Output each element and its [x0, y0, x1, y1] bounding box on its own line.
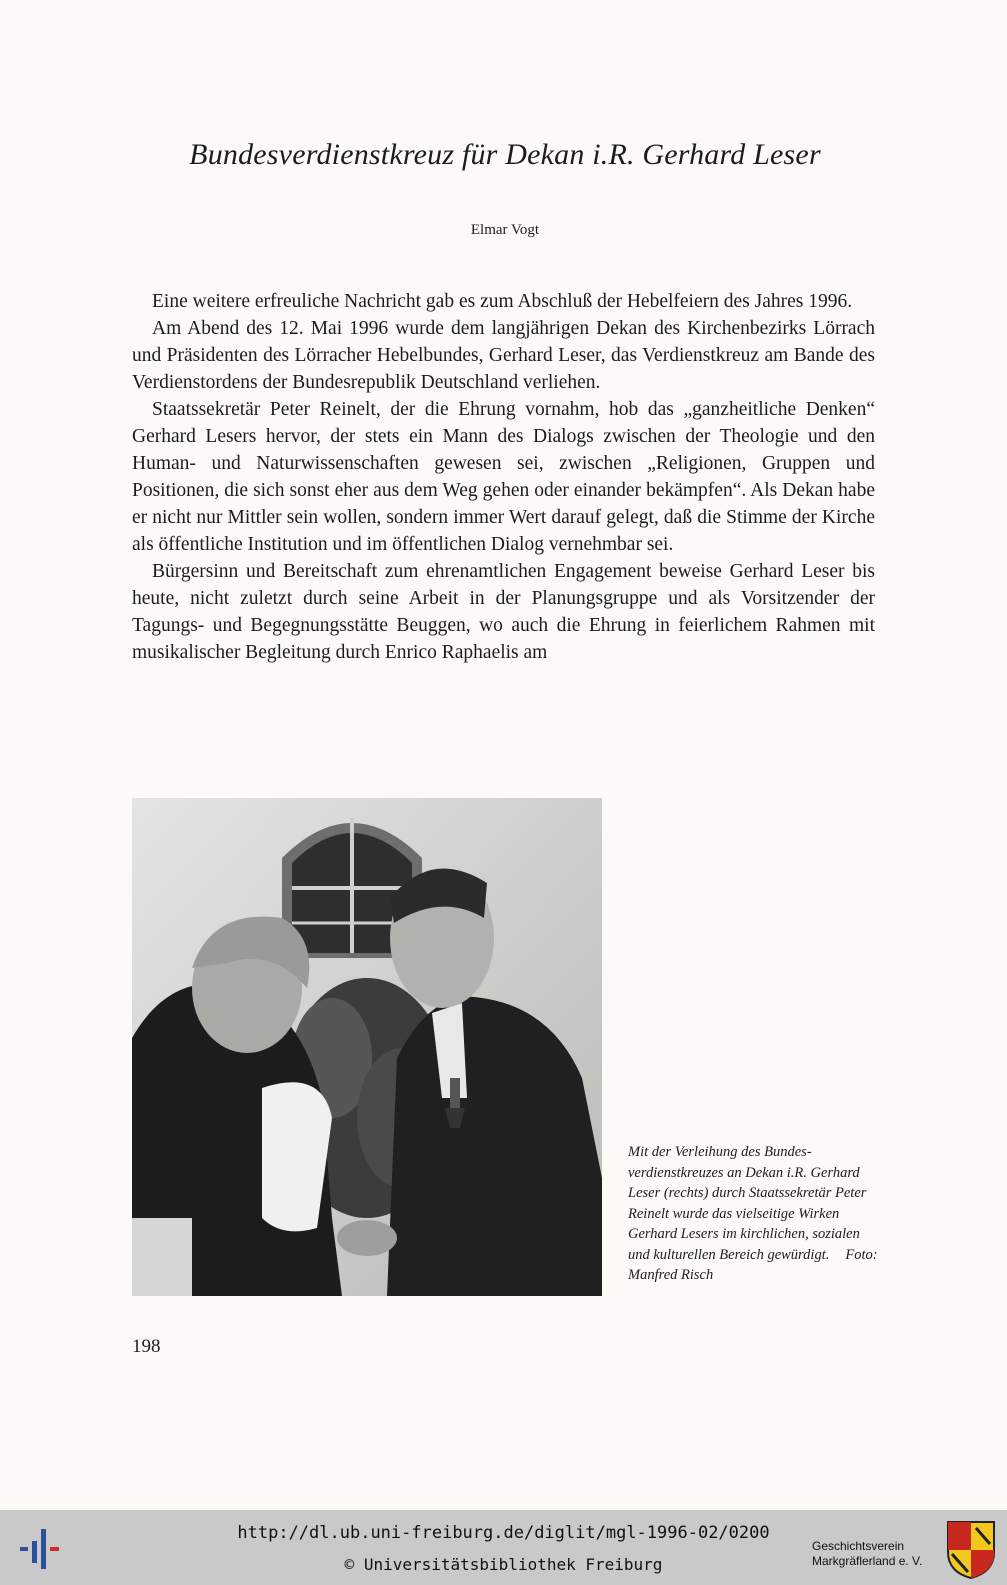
- society-crest-icon: [946, 1520, 996, 1585]
- article-body: [132, 288, 875, 666]
- photo-credit: Foto: Manfred Risch: [628, 1246, 878, 1283]
- society-name-line1: Geschichtsverein: [812, 1539, 905, 1553]
- document-url-link[interactable]: http://dl.ub.uni-freiburg.de/diglit/mgl-1996-02/0200: [237, 1523, 770, 1543]
- society-name: [812, 1539, 942, 1569]
- society-name-line2: Markgräflerland e. V.: [812, 1554, 923, 1568]
- paragraph-4: Bürgersinn und Bereitschaft zum ehrenamtlichen Engagement beweise Gerhard Leser bis heute, nicht zuletzt durch seine Arbeit in der Planungsgruppe und als Vorsitzender der Tagungs- und Begegnungsstätte Beuggen, wo auch die Ehrung in feierlichem Rahmen mit musikalischer Begleitung durch Enrico Raphaelis am: [132, 561, 875, 663]
- paragraph-2: Am Abend des 12. Mai 1996 wurde dem langjährigen Dekan des Kirchenbezirks Lörrach und Präsidenten des Lörracher Hebelbundes, Gerhard Leser, das Verdienstkreuz am Bande des Verdienstordens der Bundesrepublik Deutschland verliehen.: [132, 318, 875, 393]
- ceremony-photo: [132, 798, 602, 1296]
- photo-caption: [628, 1142, 878, 1286]
- article-title: Bundesverdienstkreuz für Dekan i.R. Gerhard Leser: [189, 138, 821, 171]
- paragraph-3: Staatssekretär Peter Reinelt, der die Ehrung vornahm, hob das „ganzheitliche Denken“ Gerhard Lesers hervor, der stets ein Mann des Dialogs zwischen der Theologie und den Human- und Naturwissenschaften gewesen sei, zwischen „Religionen, Gruppen und Positionen, die sich sonst eher aus dem Weg gehen oder einander bekämpfen“. Als Dekan habe er nicht nur Mittler sein wollen, sondern immer Wert darauf gelegt, daß die Stimme der Kirche als öffentliche Institution und im öffentlichen Dialog vernehmbar sei.: [132, 399, 875, 555]
- caption-text: Mit der Verleihung des Bundesverdienstkreuzes an Dekan i.R. Gerhard Leser (rechts) durch Staatssekretär Peter Reinelt wurde das vielseitige Wirken Gerhard Lesers im kirchlichen, sozialen und kulturellen Bereich gewürdigt.: [628, 1144, 867, 1263]
- page-number: 198: [132, 1336, 161, 1357]
- paragraph-1: Eine weitere erfreuliche Nachricht gab es zum Abschluß der Hebelfeiern des Jahres 1996.: [152, 291, 853, 312]
- article-author: Elmar Vogt: [470, 222, 540, 238]
- copyright-notice: © Universitätsbibliothek Freiburg: [344, 1555, 663, 1574]
